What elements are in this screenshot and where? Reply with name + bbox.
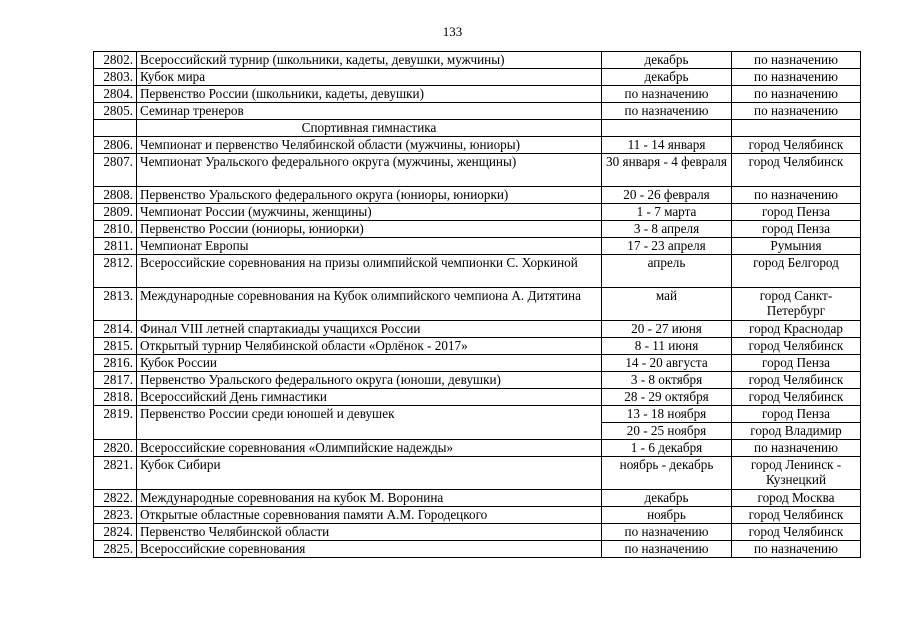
event-date: по назначению bbox=[602, 86, 732, 103]
event-date: 11 - 14 января bbox=[602, 137, 732, 154]
table-row bbox=[94, 406, 861, 423]
table-row bbox=[94, 440, 861, 457]
table-row bbox=[94, 288, 861, 321]
event-place: город Владимир bbox=[732, 423, 861, 440]
table-row bbox=[94, 154, 861, 187]
event-name: Кубок мира bbox=[137, 69, 602, 86]
event-date: 17 - 23 апреля bbox=[602, 238, 732, 255]
event-place: город Челябинск bbox=[732, 507, 861, 524]
table-row bbox=[94, 103, 861, 120]
event-date: 30 января - 4 февраля bbox=[602, 154, 732, 187]
event-date: 1 - 6 декабря bbox=[602, 440, 732, 457]
row-number: 2813. bbox=[94, 288, 137, 321]
event-name: Открытые областные соревнования памяти А.М. Городецкого bbox=[137, 507, 602, 524]
event-date: ноябрь - декабрь bbox=[602, 457, 732, 490]
event-date: по назначению bbox=[602, 541, 732, 558]
section-title: Спортивная гимнастика bbox=[137, 120, 602, 137]
row-number: 2804. bbox=[94, 86, 137, 103]
table-row bbox=[94, 490, 861, 507]
event-place: город Челябинск bbox=[732, 389, 861, 406]
row-number: 2811. bbox=[94, 238, 137, 255]
event-name: Семинар тренеров bbox=[137, 103, 602, 120]
event-name: Чемпионат и первенство Челябинской области (мужчины, юниоры) bbox=[137, 137, 602, 154]
event-place: город Ленинск - Кузнецкий bbox=[732, 457, 861, 490]
table-row bbox=[94, 541, 861, 558]
row-number: 2812. bbox=[94, 255, 137, 288]
event-date: май bbox=[602, 288, 732, 321]
row-number: 2824. bbox=[94, 524, 137, 541]
row-number: 2809. bbox=[94, 204, 137, 221]
event-date: по назначению bbox=[602, 524, 732, 541]
row-number: 2803. bbox=[94, 69, 137, 86]
row-number: 2814. bbox=[94, 321, 137, 338]
event-name: Чемпионат Уральского федерального округа (мужчины, женщины) bbox=[137, 154, 602, 187]
event-place: город Санкт-Петербург bbox=[732, 288, 861, 321]
event-place: город Пенза bbox=[732, 355, 861, 372]
event-name: Первенство России (школьники, кадеты, девушки) bbox=[137, 86, 602, 103]
event-name: Международные соревнования на Кубок олимпийского чемпиона А. Дитятина bbox=[137, 288, 602, 321]
event-place: город Пенза bbox=[732, 221, 861, 238]
event-place: город Пенза bbox=[732, 204, 861, 221]
row-number: 2802. bbox=[94, 52, 137, 69]
row-number: 2825. bbox=[94, 541, 137, 558]
event-place: город Челябинск bbox=[732, 137, 861, 154]
event-name: Всероссийские соревнования на призы олимпийской чемпионки С. Хоркиной bbox=[137, 255, 602, 288]
event-name: Чемпионат России (мужчины, женщины) bbox=[137, 204, 602, 221]
event-place: по назначению bbox=[732, 541, 861, 558]
empty-num-cell bbox=[94, 120, 137, 137]
row-number: 2816. bbox=[94, 355, 137, 372]
table-row bbox=[94, 204, 861, 221]
row-number: 2821. bbox=[94, 457, 137, 490]
event-name: Всероссийские соревнования bbox=[137, 541, 602, 558]
event-place: город Белгород bbox=[732, 255, 861, 288]
table-row bbox=[94, 355, 861, 372]
event-date: 3 - 8 октября bbox=[602, 372, 732, 389]
row-number: 2815. bbox=[94, 338, 137, 355]
event-name: Всероссийские соревнования «Олимпийские надежды» bbox=[137, 440, 602, 457]
event-date: 20 - 26 февраля bbox=[602, 187, 732, 204]
table-row bbox=[94, 86, 861, 103]
event-name: Финал VIII летней спартакиады учащихся России bbox=[137, 321, 602, 338]
table-row bbox=[94, 52, 861, 69]
row-number: 2823. bbox=[94, 507, 137, 524]
row-number: 2820. bbox=[94, 440, 137, 457]
row-number: 2818. bbox=[94, 389, 137, 406]
event-name: Первенство России (юниоры, юниорки) bbox=[137, 221, 602, 238]
row-number: 2822. bbox=[94, 490, 137, 507]
event-date: 8 - 11 июня bbox=[602, 338, 732, 355]
row-number: 2810. bbox=[94, 221, 137, 238]
event-name: Первенство Уральского федерального округа (юниоры, юниорки) bbox=[137, 187, 602, 204]
event-date: декабрь bbox=[602, 52, 732, 69]
event-name: Международные соревнования на кубок М. Воронина bbox=[137, 490, 602, 507]
event-date: 13 - 18 ноября bbox=[602, 406, 732, 423]
event-place: город Челябинск bbox=[732, 338, 861, 355]
event-date: по назначению bbox=[602, 103, 732, 120]
table-row bbox=[94, 255, 861, 288]
event-place: по назначению bbox=[732, 69, 861, 86]
table-row bbox=[94, 507, 861, 524]
section-header-row bbox=[94, 120, 861, 137]
event-date: апрель bbox=[602, 255, 732, 288]
event-date: 20 - 27 июня bbox=[602, 321, 732, 338]
event-place: по назначению bbox=[732, 440, 861, 457]
event-place: Румыния bbox=[732, 238, 861, 255]
event-name: Первенство Челябинской области bbox=[137, 524, 602, 541]
row-number: 2806. bbox=[94, 137, 137, 154]
event-place: по назначению bbox=[732, 103, 861, 120]
event-date: декабрь bbox=[602, 490, 732, 507]
table-row bbox=[94, 238, 861, 255]
row-number: 2817. bbox=[94, 372, 137, 389]
table-row bbox=[94, 187, 861, 204]
empty-date-cell bbox=[602, 120, 732, 137]
table-row bbox=[94, 457, 861, 490]
event-date: ноябрь bbox=[602, 507, 732, 524]
row-number: 2819. bbox=[94, 406, 137, 440]
event-name: Первенство России среди юношей и девушек bbox=[137, 406, 602, 440]
event-place: по назначению bbox=[732, 52, 861, 69]
table-row bbox=[94, 137, 861, 154]
event-place: город Пенза bbox=[732, 406, 861, 423]
empty-place-cell bbox=[732, 120, 861, 137]
event-place: по назначению bbox=[732, 187, 861, 204]
event-date: 14 - 20 августа bbox=[602, 355, 732, 372]
event-place: по назначению bbox=[732, 86, 861, 103]
events-table bbox=[93, 51, 861, 558]
event-date: 20 - 25 ноября bbox=[602, 423, 732, 440]
event-name: Всероссийский турнир (школьники, кадеты, девушки, мужчины) bbox=[137, 52, 602, 69]
event-date: 28 - 29 октября bbox=[602, 389, 732, 406]
event-name: Чемпионат Европы bbox=[137, 238, 602, 255]
event-place: город Челябинск bbox=[732, 154, 861, 187]
event-place: город Москва bbox=[732, 490, 861, 507]
page-number: 133 bbox=[442, 24, 463, 39]
table-row bbox=[94, 338, 861, 355]
event-name: Открытый турнир Челябинской области «Орлёнок - 2017» bbox=[137, 338, 602, 355]
event-name: Первенство Уральского федерального округа (юноши, девушки) bbox=[137, 372, 602, 389]
table-row bbox=[94, 524, 861, 541]
event-date: 1 - 7 марта bbox=[602, 204, 732, 221]
table-row bbox=[94, 221, 861, 238]
event-name: Кубок Сибири bbox=[137, 457, 602, 490]
row-number: 2807. bbox=[94, 154, 137, 187]
event-name: Всероссийский День гимнастики bbox=[137, 389, 602, 406]
event-place: город Челябинск bbox=[732, 524, 861, 541]
row-number: 2808. bbox=[94, 187, 137, 204]
table-row bbox=[94, 389, 861, 406]
table-row bbox=[94, 69, 861, 86]
event-date: декабрь bbox=[602, 69, 732, 86]
event-name: Кубок России bbox=[137, 355, 602, 372]
row-number: 2805. bbox=[94, 103, 137, 120]
events-table-body bbox=[94, 52, 861, 558]
event-place: город Челябинск bbox=[732, 372, 861, 389]
event-place: город Краснодар bbox=[732, 321, 861, 338]
table-row bbox=[94, 321, 861, 338]
event-date: 3 - 8 апреля bbox=[602, 221, 732, 238]
table-row bbox=[94, 372, 861, 389]
